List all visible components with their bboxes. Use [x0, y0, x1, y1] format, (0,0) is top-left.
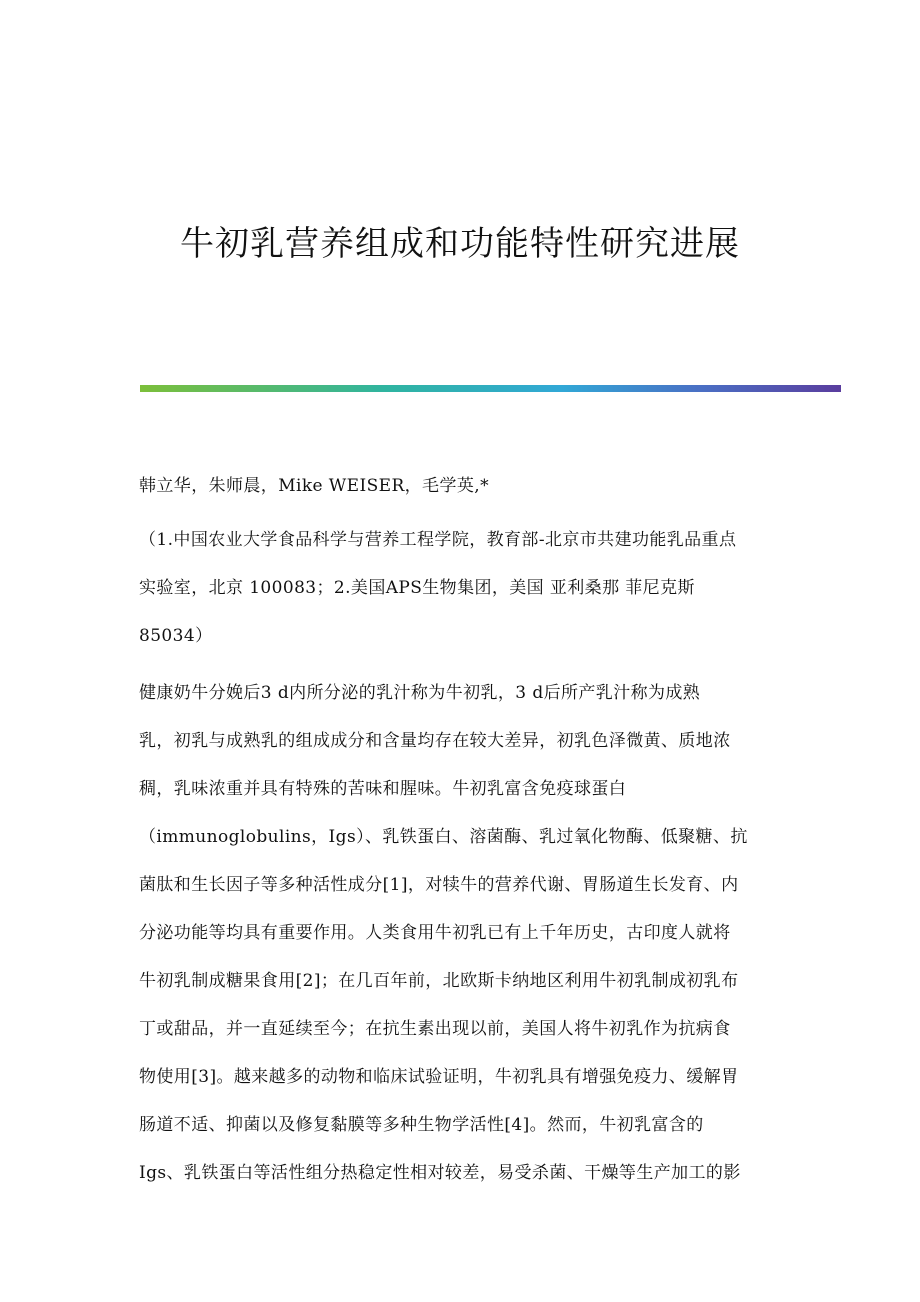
body-line: 肠道不适、抑菌以及修复黏膜等多种生物学活性[4]。然而，牛初乳富含的 [139, 1115, 704, 1135]
body-line: 丁或甜品，并一直延续至今；在抗生素出现以前，美国人将牛初乳作为抗病食 [139, 1019, 731, 1039]
body-line: 牛初乳制成糖果食用[2]；在几百年前，北欧斯卡纳地区利用牛初乳制成初乳布 [139, 971, 739, 991]
body-line: Igs、乳铁蛋白等活性组分热稳定性相对较差，易受杀菌、干燥等生产加工的影 [139, 1163, 741, 1183]
affiliation-line: 实验室，北京 100083；2.美国APS生物集团，美国 亚利桑那 菲尼克斯 [139, 578, 695, 598]
body-line: 分泌功能等均具有重要作用。人类食用牛初乳已有上千年历史，古印度人就将 [139, 923, 731, 943]
title-divider [140, 385, 841, 392]
paper-title: 牛初乳营养组成和功能特性研究进展 [180, 224, 740, 264]
affiliation-line: 85034） [139, 626, 213, 646]
body-line: （immunoglobulins，Igs）、乳铁蛋白、溶菌酶、乳过氧化物酶、低聚糖、抗 [139, 827, 748, 847]
body-line: 物使用[3]。越来越多的动物和临床试验证明，牛初乳具有增强免疫力、缓解胃 [139, 1067, 739, 1087]
affiliation-line: （1.中国农业大学食品科学与营养工程学院，教育部-北京市共建功能乳品重点 [139, 530, 737, 550]
body-line: 健康奶牛分娩后3 d内所分泌的乳汁称为牛初乳，3 d后所产乳汁称为成熟 [139, 683, 701, 703]
body-line: 稠，乳味浓重并具有特殊的苦味和腥味。牛初乳富含免疫球蛋白 [139, 779, 627, 799]
body-line: 菌肽和生长因子等多种活性成分[1]，对犊牛的营养代谢、胃肠道生长发育、内 [139, 875, 739, 895]
authors: 韩立华，朱师晨，Mike WEISER，毛学英,* [139, 476, 489, 496]
body-line: 乳，初乳与成熟乳的组成成分和含量均存在较大差异，初乳色泽微黄、质地浓 [139, 731, 731, 751]
